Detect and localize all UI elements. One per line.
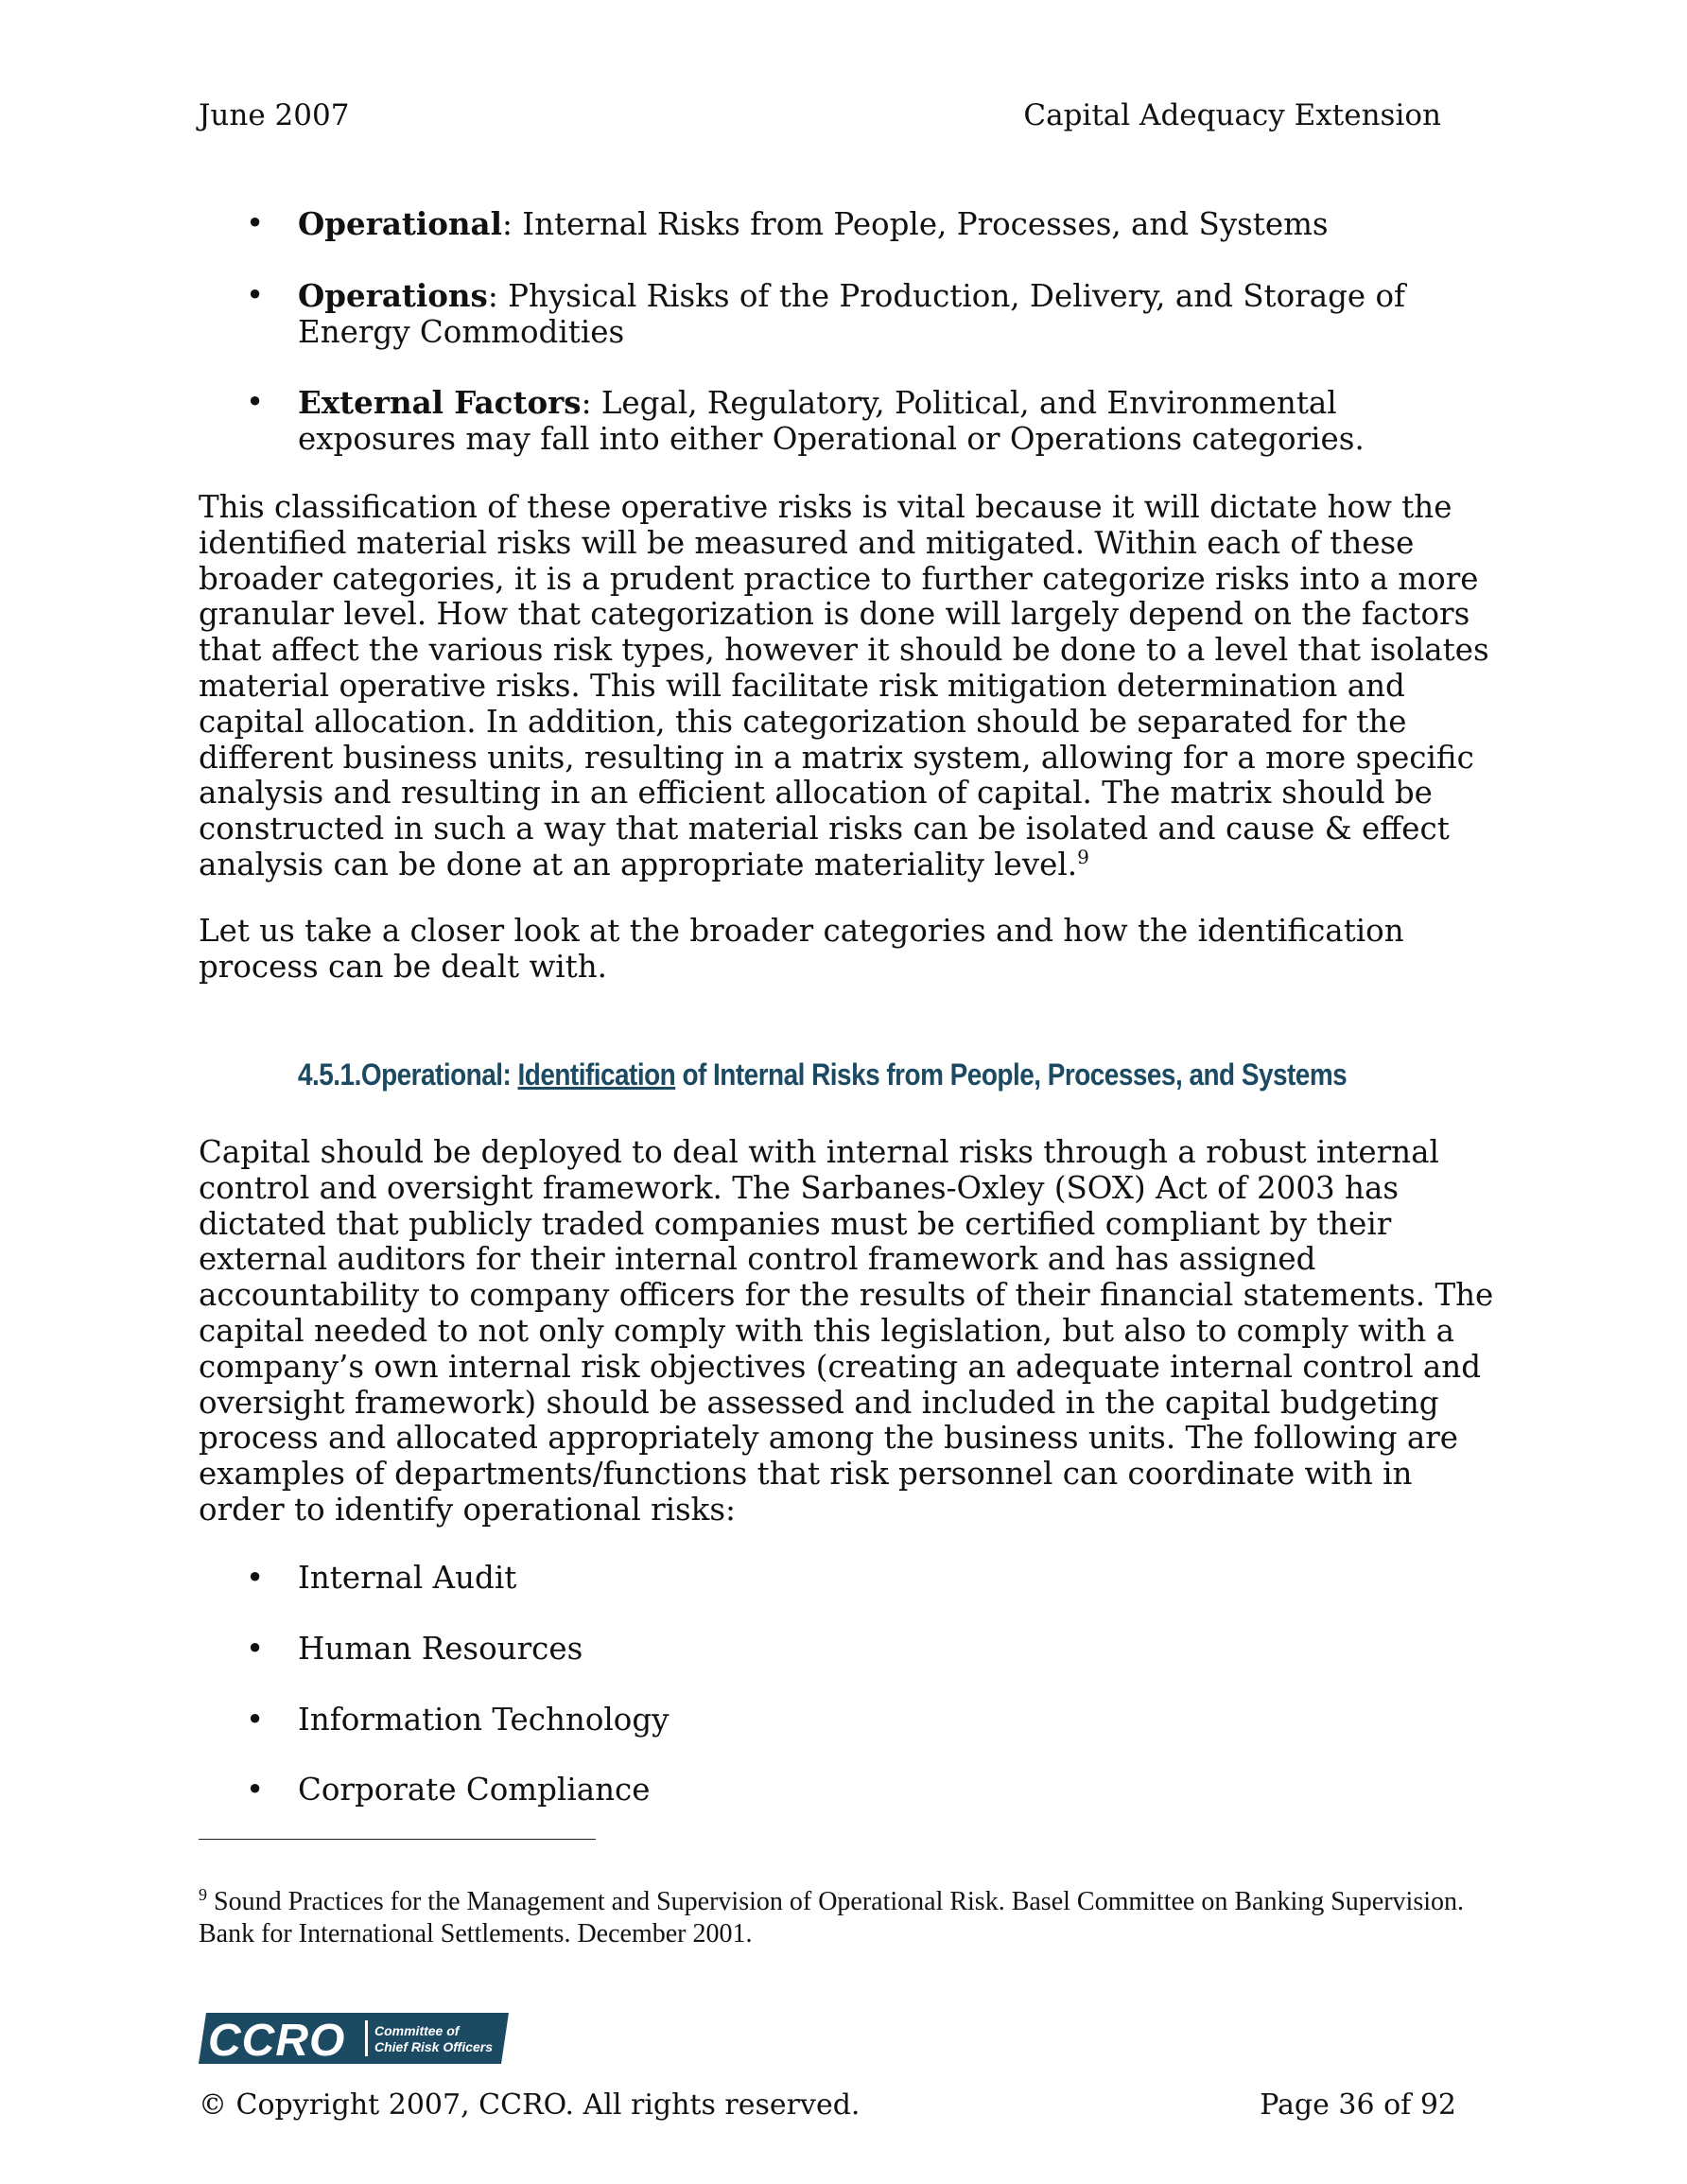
list-item: [199, 1703, 1475, 1738]
footnote-text: Sound Practices for the Management and Supervision of Operational Risk. Basel Committee on Banking Supervision. Bank for International Settlements. December 2001.: [199, 1887, 1465, 1948]
paragraph-closer-look: [199, 914, 1494, 986]
risk-category-list: [199, 206, 1475, 493]
list-item-term: Operational: [298, 205, 502, 242]
list-item: [199, 206, 1475, 243]
footnote-ref: 9: [1077, 845, 1089, 868]
footer-page-number: Page 36 of 92: [1260, 2088, 1456, 2122]
bullet-icon: •: [246, 1772, 265, 1808]
list-item-text: Corporate Compliance: [298, 1772, 651, 1808]
logo-separator: [365, 2020, 368, 2056]
footnote-divider: [199, 1839, 596, 1840]
page-header: [199, 98, 1441, 140]
bullet-icon: •: [246, 1701, 265, 1738]
footer-copyright: © Copyright 2007, CCRO. All rights reserved.: [199, 2088, 861, 2122]
paragraph-text: Capital should be deployed to deal with internal risks through a robust internal control and oversight framework. The Sarbanes-Oxley (SOX) Act of 2003 has dictated that publicly traded companies must be certified compliant by their external auditors for their internal control framework and has assigned accountability to company officers for the results of their financial statements. The capital needed to not only comply with this legislation, but also to comply with a company’s own internal risk objectives (creating an adequate internal control and oversight framework) should be assessed and included in the capital budgeting process and allocated appropriately among the business units. The following are examples of departments/functions that risk personnel can coordinate with in order to identify operational risks:: [199, 1134, 1494, 1528]
logo-tagline-line2: Chief Risk Officers: [374, 2039, 494, 2054]
list-item-text: : Internal Risks from People, Processes, and Systems: [501, 206, 1329, 242]
list-item-text: Human Resources: [298, 1630, 583, 1667]
paragraph-capital-deployment: [199, 1135, 1494, 1529]
list-item-term: External Factors: [298, 384, 582, 422]
list-item-text: : Legal, Regulatory, Political, and Environmental exposures may fall into either Operational or Operations categories.: [298, 385, 1365, 458]
bullet-icon: •: [246, 1630, 265, 1667]
bullet-icon: •: [246, 276, 265, 313]
section-number: 4.5.1.: [298, 1057, 361, 1092]
bullet-icon: •: [246, 1560, 265, 1596]
paragraph-text: This classification of these operative risks is vital because it will dictate how the identified material risks will be measured and mitigated. Within each of these broader categories, it is a prudent practice to further categorize risks into a more granular level. How that categorization is done will largely depend on the factors that affect the various risk types, however it should be done to a level that isolates material operative risks. This will facilitate risk mitigation determination and capital allocation. In addition, this categorization should be separated for the different business units, resulting in a matrix system, allowing for a more specific analysis and resulting in an efficient allocation of capital. The matrix should be constructed in such a way that material risks can be isolated and cause & effect analysis can be done at an appropriate materiality level.: [199, 489, 1489, 882]
bullet-icon: •: [246, 205, 265, 241]
bullet-icon: •: [246, 384, 265, 421]
section-underlined-word: Identification: [517, 1057, 676, 1092]
list-item: [199, 1773, 1475, 1808]
logo-tagline-line1: Committee of: [374, 2023, 460, 2038]
list-item: [199, 1632, 1475, 1668]
section-suffix: of Internal Risks from People, Processes, and Systems: [675, 1057, 1348, 1092]
paragraph-text: Let us take a closer look at the broader categories and how the identification process can be dealt with.: [199, 913, 1404, 985]
list-item-term: Operations: [298, 276, 488, 314]
footnote-number: 9: [199, 1885, 207, 1904]
section-prefix: Operational:: [360, 1057, 518, 1092]
list-item: [199, 1561, 1475, 1597]
list-item: [199, 278, 1475, 351]
list-item-text: : Physical Risks of the Production, Delivery, and Storage of Energy Commodities: [298, 277, 1406, 350]
header-date: June 2007: [199, 98, 350, 132]
department-list: [199, 1561, 1475, 1843]
paragraph-classification: [199, 490, 1494, 883]
list-item-text: Internal Audit: [298, 1560, 517, 1596]
list-item: [199, 385, 1475, 458]
footnote: [199, 1886, 1475, 1950]
section-heading: [298, 1057, 1355, 1092]
ccro-logo: [199, 2013, 509, 2064]
logo-wordmark: CCRO: [208, 2016, 346, 2064]
header-doc-title: Capital Adequacy Extension: [1023, 98, 1441, 132]
list-item-text: Information Technology: [298, 1701, 670, 1738]
